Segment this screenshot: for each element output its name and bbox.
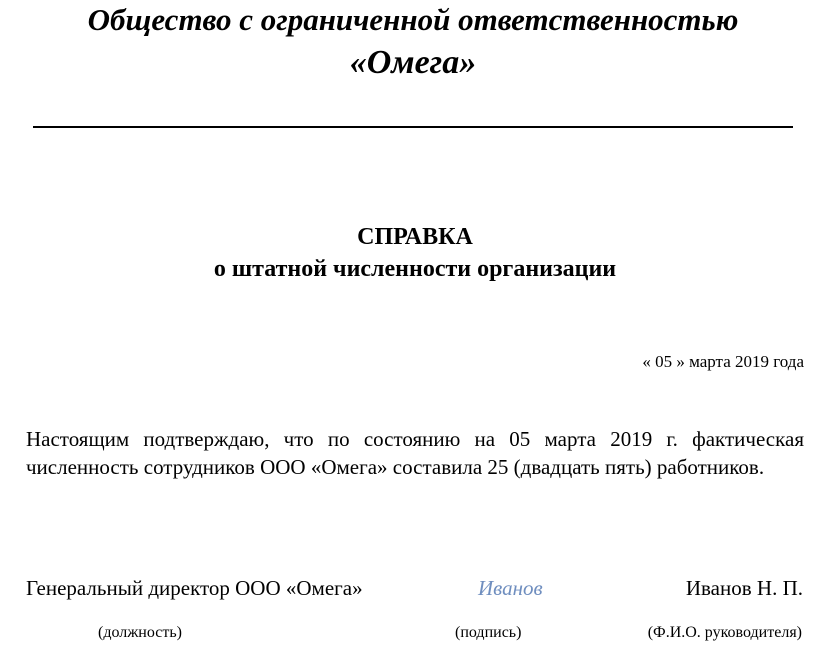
document-body: Настоящим подтверждаю, что по состоянию на 05 марта 2019 г. фактическая численность сотрудников ООО «Омега» составила 25 (двадцать пять) работников. [26, 427, 804, 479]
signer-position: Генеральный директор ООО «Омега» [26, 576, 363, 600]
signer-name: Иванов Н. П. [685, 576, 803, 600]
document-title: СПРАВКА [357, 224, 473, 250]
signature-caption: (подпись) [455, 624, 522, 641]
position-caption: (должность) [98, 624, 182, 641]
handwritten-signature: Иванов [478, 576, 543, 600]
document-date: « 05 » марта 2019 года [642, 352, 804, 371]
organization-name-line1: Общество с ограниченной ответственностью [87, 2, 739, 37]
document-subtitle: о штатной численности организации [213, 256, 617, 282]
organization-name-line2: «Омега» [349, 44, 477, 81]
name-caption: (Ф.И.О. руководителя) [647, 624, 802, 641]
header-divider [33, 126, 793, 128]
